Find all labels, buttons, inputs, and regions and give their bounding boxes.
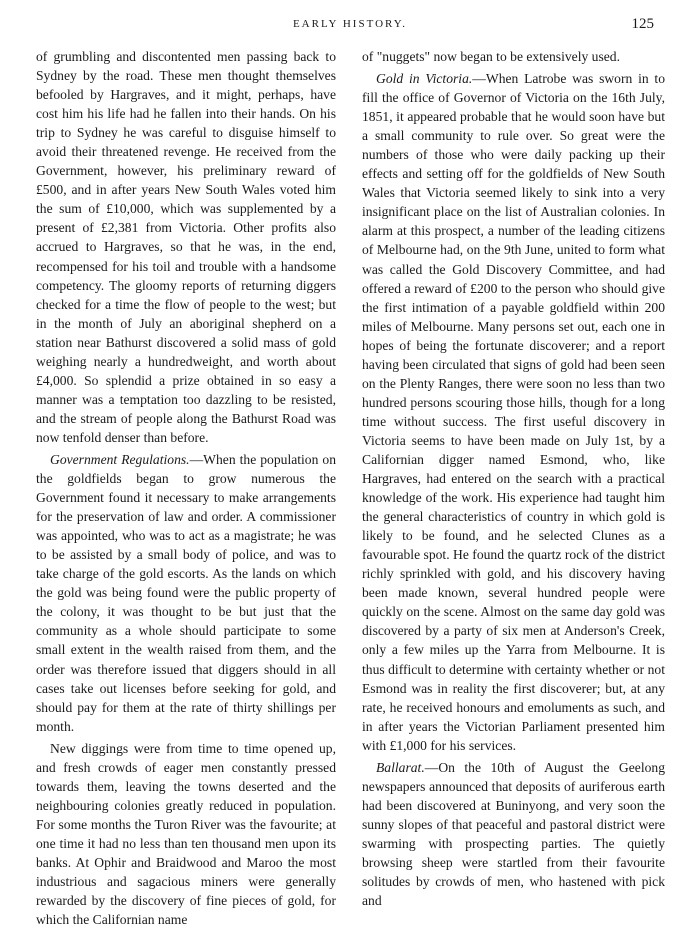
page-header (0, 18, 700, 38)
section-heading-gold-in-victoria: Gold in Victoria. (376, 71, 473, 87)
paragraph-hargraves-reward: of grumbling and discontented men passing back to Sydney by the road. These men thought themselves befooled by Hargraves, and it might, perhaps, have cost him his life had he fallen into their hands. On his trip to Sydney he was careful to disguise himself to avoid their threatened revenge. He received from the Government, however, his preliminary reward of £500, and in after years New South Wales voted him the sum of £10,000, which was supplemented by a present of £2,381 from Victoria. Other profits also accrued to Hargraves, so that he was, in the end, recompensed for his toil and trouble with a handsome competency. The gloomy reports of returning diggers checked for a time the flow of people to the west; but in the month of July an aboriginal shepherd on a station near Bathurst discovered a solid mass of gold weighing nearly a hundredweight, and worth about £4,000. So splendid a prize obtained in so easy a manner was a temptation too dazzling to be resisted, and the stream of people along the Bathurst Road was now tenfold denser than before. (36, 49, 336, 445)
running-title: EARLY HISTORY. (292, 18, 408, 30)
section-heading-government-regulations: Government Regulations. (50, 451, 190, 467)
paragraph-body: —On the 10th of August the Geelong newspapers announced that deposits of auriferous earth had been discovered at Buninyong, and very soon the sunny slopes of that peaceful and pastoral district were swarming with prospecting parties. The quietly browsing sheep were startled from their favourite solitudes by crowds of men, who hastened with pick and (362, 759, 665, 909)
paragraph-government-regulations (36, 450, 336, 736)
page-number: 125 (631, 16, 654, 32)
paragraph-ballarat (362, 758, 665, 910)
paragraph-body: —When the population on the goldfields began to grow numerous the Government found it necessary to make arrangements for the preservation of law and order. A commissioner was appointed, who was to act as a magistrate; he was to be assisted by a small body of police, and was to take charge of the gold escorts. As the lands on which the gold was being found were the public property of the colony, it was thought to be but just that the community as a whole should participate to some small extent in the wealth raised from them, and the order was therefore issued that diggers should in all cases take out licenses before seeking for gold, and should pay for them at the rate of thirty shillings per month. (36, 451, 337, 734)
right-column (362, 47, 665, 913)
paragraph-body: —When Latrobe was sworn in to fill the office of Governor of Victoria on the 16th July, 1851, it appeared probable that he would soon have but a small community to rule over. So great were the numbers of those who were daily packing up their effects and setting off for the goldfields of New South Wales that Victoria seemed likely to sink into a very insignificant place on the list of Australian colonies. In alarm at this prospect, a number of the leading citizens of Melbourne had, on the 9th June, united to form what was called the Gold Discovery Committee, and had offered a reward of £200 to the person who should give the first intimation of a payable goldfield within 200 miles of Melbourne. Many persons set out, each one in hopes of being the fortunate discoverer; and a report having been circulated that signs of gold had been seen on the Plenty Ranges, there were soon no less than two hundred persons scouring those hills, though for a long time without success. The first useful discovery in Victoria seems to have been made on July 1st, by a Californian digger named Esmond, who, like Hargraves, had entered on the search with a practical knowledge of the work. His experience had taught him the general characteristics of country in which gold is likely to be found, and he selected Clunes as a favourable spot. He found the quartz rock of the district richly sprinkled with gold, and his discovery having been made known, several hundred people were quickly on the scene. Almost on the same day gold was discovered by a party of six men at Anderson's Creek, only a few miles up the Yarra from Melbourne. It is thus difficult to determine with certainty whether or not Esmond was in reality the first discoverer; but, at any rate, he received honours and emoluments as such, and in after years the Victorian Parliament presented him with £1,000 for his services. (362, 71, 666, 753)
left-column (36, 47, 336, 932)
paragraph-nuggets: of "nuggets" now began to be extensively used. (362, 49, 620, 64)
section-heading-ballarat: Ballarat. (376, 759, 425, 775)
paragraph-gold-in-victoria (362, 69, 665, 755)
paragraph-new-diggings: New diggings were from time to time opened up, and fresh crowds of eager men constantly pressed towards them, leaving the towns deserted and the neighbouring colonies greatly reduced in population. For some months the Turon River was the favourite; at one time it had no less than ten thousand men upon its banks. At Ophir and Braidwood and Maroo the most industrious and sagacious miners were generally rewarded by the discovery of fine pieces of gold, for which the Californian name (36, 740, 336, 928)
